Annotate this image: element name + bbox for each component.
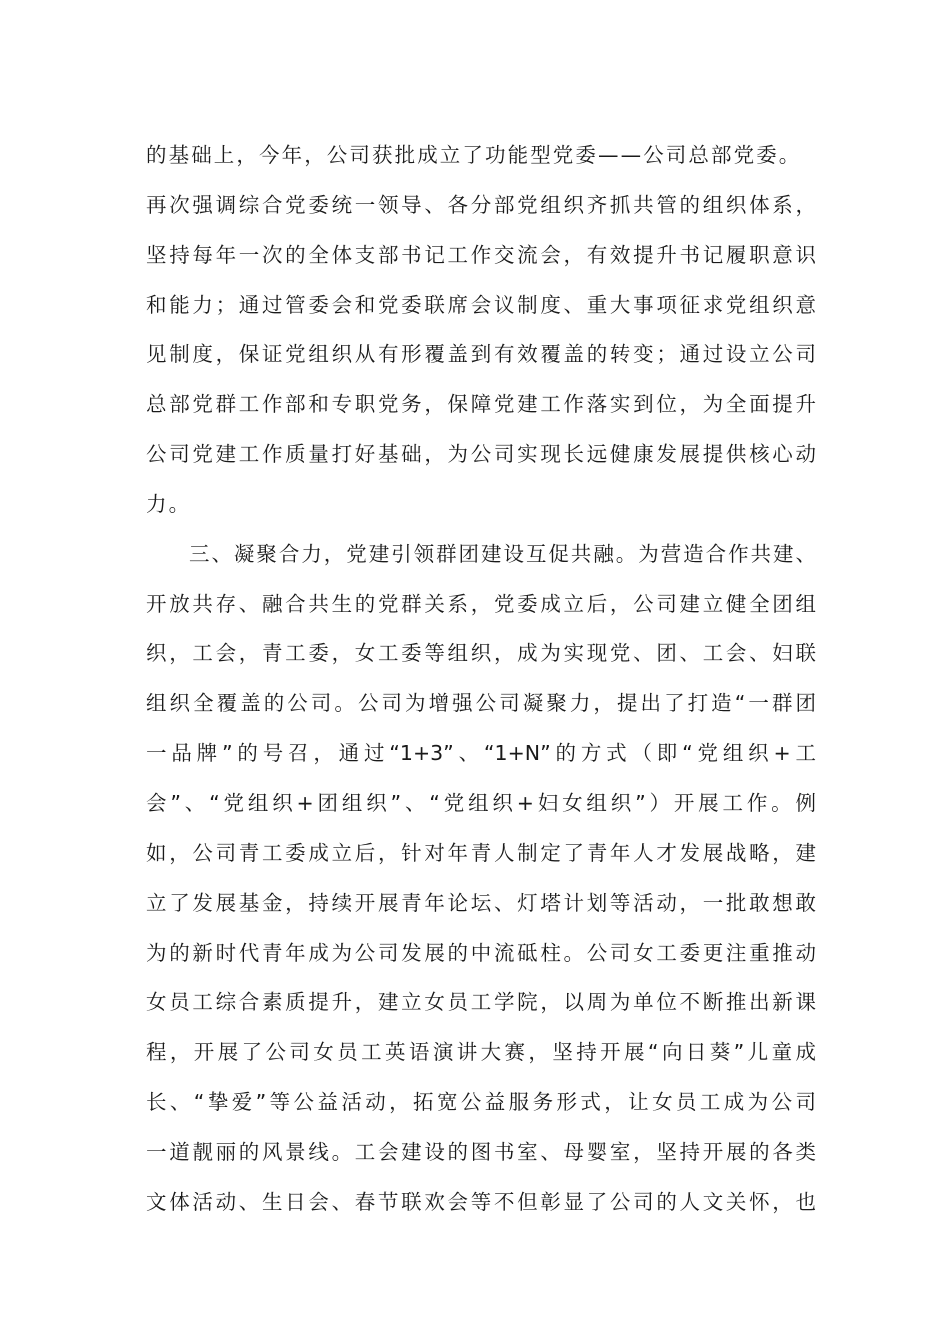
text-line: 织，工会，青工委，女工委等组织，成为实现党、团、工会、妇联 xyxy=(146,641,816,666)
paragraph-mass-organizations xyxy=(146,530,816,1228)
text-line: 力。 xyxy=(146,491,192,516)
text-line: 再次强调综合党委统一领导、各分部党组织齐抓共管的组织体系， xyxy=(146,192,816,217)
text-line: 会”、“党组织+团组织”、“党组织+妇女组织”）开展工作。例 xyxy=(146,790,816,815)
text-line: 长、“挚爱”等公益活动，拓宽公益服务形式，让女员工成为公司 xyxy=(146,1090,816,1115)
text-line: 为的新时代青年成为公司发展的中流砥柱。公司女工委更注重推动 xyxy=(146,940,816,965)
text-line: 和能力；通过管委会和党委联席会议制度、重大事项征求党组织意 xyxy=(146,292,816,317)
text-line: 开放共存、融合共生的党群关系，党委成立后，公司建立健全团组 xyxy=(146,591,816,616)
paragraph-party-committee xyxy=(146,131,816,530)
text-line: 总部党群工作部和专职党务，保障党建工作落实到位，为全面提升 xyxy=(146,392,816,417)
text-line: 女员工综合素质提升，建立女员工学院，以周为单位不断推出新课 xyxy=(146,990,816,1015)
text-line: 一道靓丽的风景线。工会建设的图书室、母婴室，坚持开展的各类 xyxy=(146,1139,816,1164)
text-line: 程，开展了公司女员工英语演讲大赛，坚持开展“向日葵”儿童成 xyxy=(146,1040,816,1065)
text-line: 见制度，保证党组织从有形覆盖到有效覆盖的转变；通过设立公司 xyxy=(146,342,816,367)
text-line: 文体活动、生日会、春节联欢会等不但彰显了公司的人文关怀，也 xyxy=(146,1189,816,1214)
text-line: 如，公司青工委成立后，针对年青人制定了青年人才发展战略，建 xyxy=(146,840,816,865)
text-line: 公司党建工作质量打好基础，为公司实现长远健康发展提供核心动 xyxy=(146,442,816,467)
section-heading-line: 三、凝聚合力，党建引领群团建设互促共融。为营造合作共建、 xyxy=(189,541,816,566)
text-line: 的基础上，今年，公司获批成立了功能型党委——公司总部党委。 xyxy=(146,143,802,167)
text-line: 立了发展基金，持续开展青年论坛、灯塔计划等活动，一批敢想敢 xyxy=(146,890,816,915)
text-line: 组织全覆盖的公司。公司为增强公司凝聚力，提出了打造“一群团 xyxy=(146,691,816,716)
text-line: 一品牌”的号召，通过“1+3”、“1+N”的方式（即“党组织+工 xyxy=(146,741,816,766)
document-body xyxy=(146,131,816,1228)
text-line: 坚持每年一次的全体支部书记工作交流会，有效提升书记履职意识 xyxy=(146,242,816,267)
